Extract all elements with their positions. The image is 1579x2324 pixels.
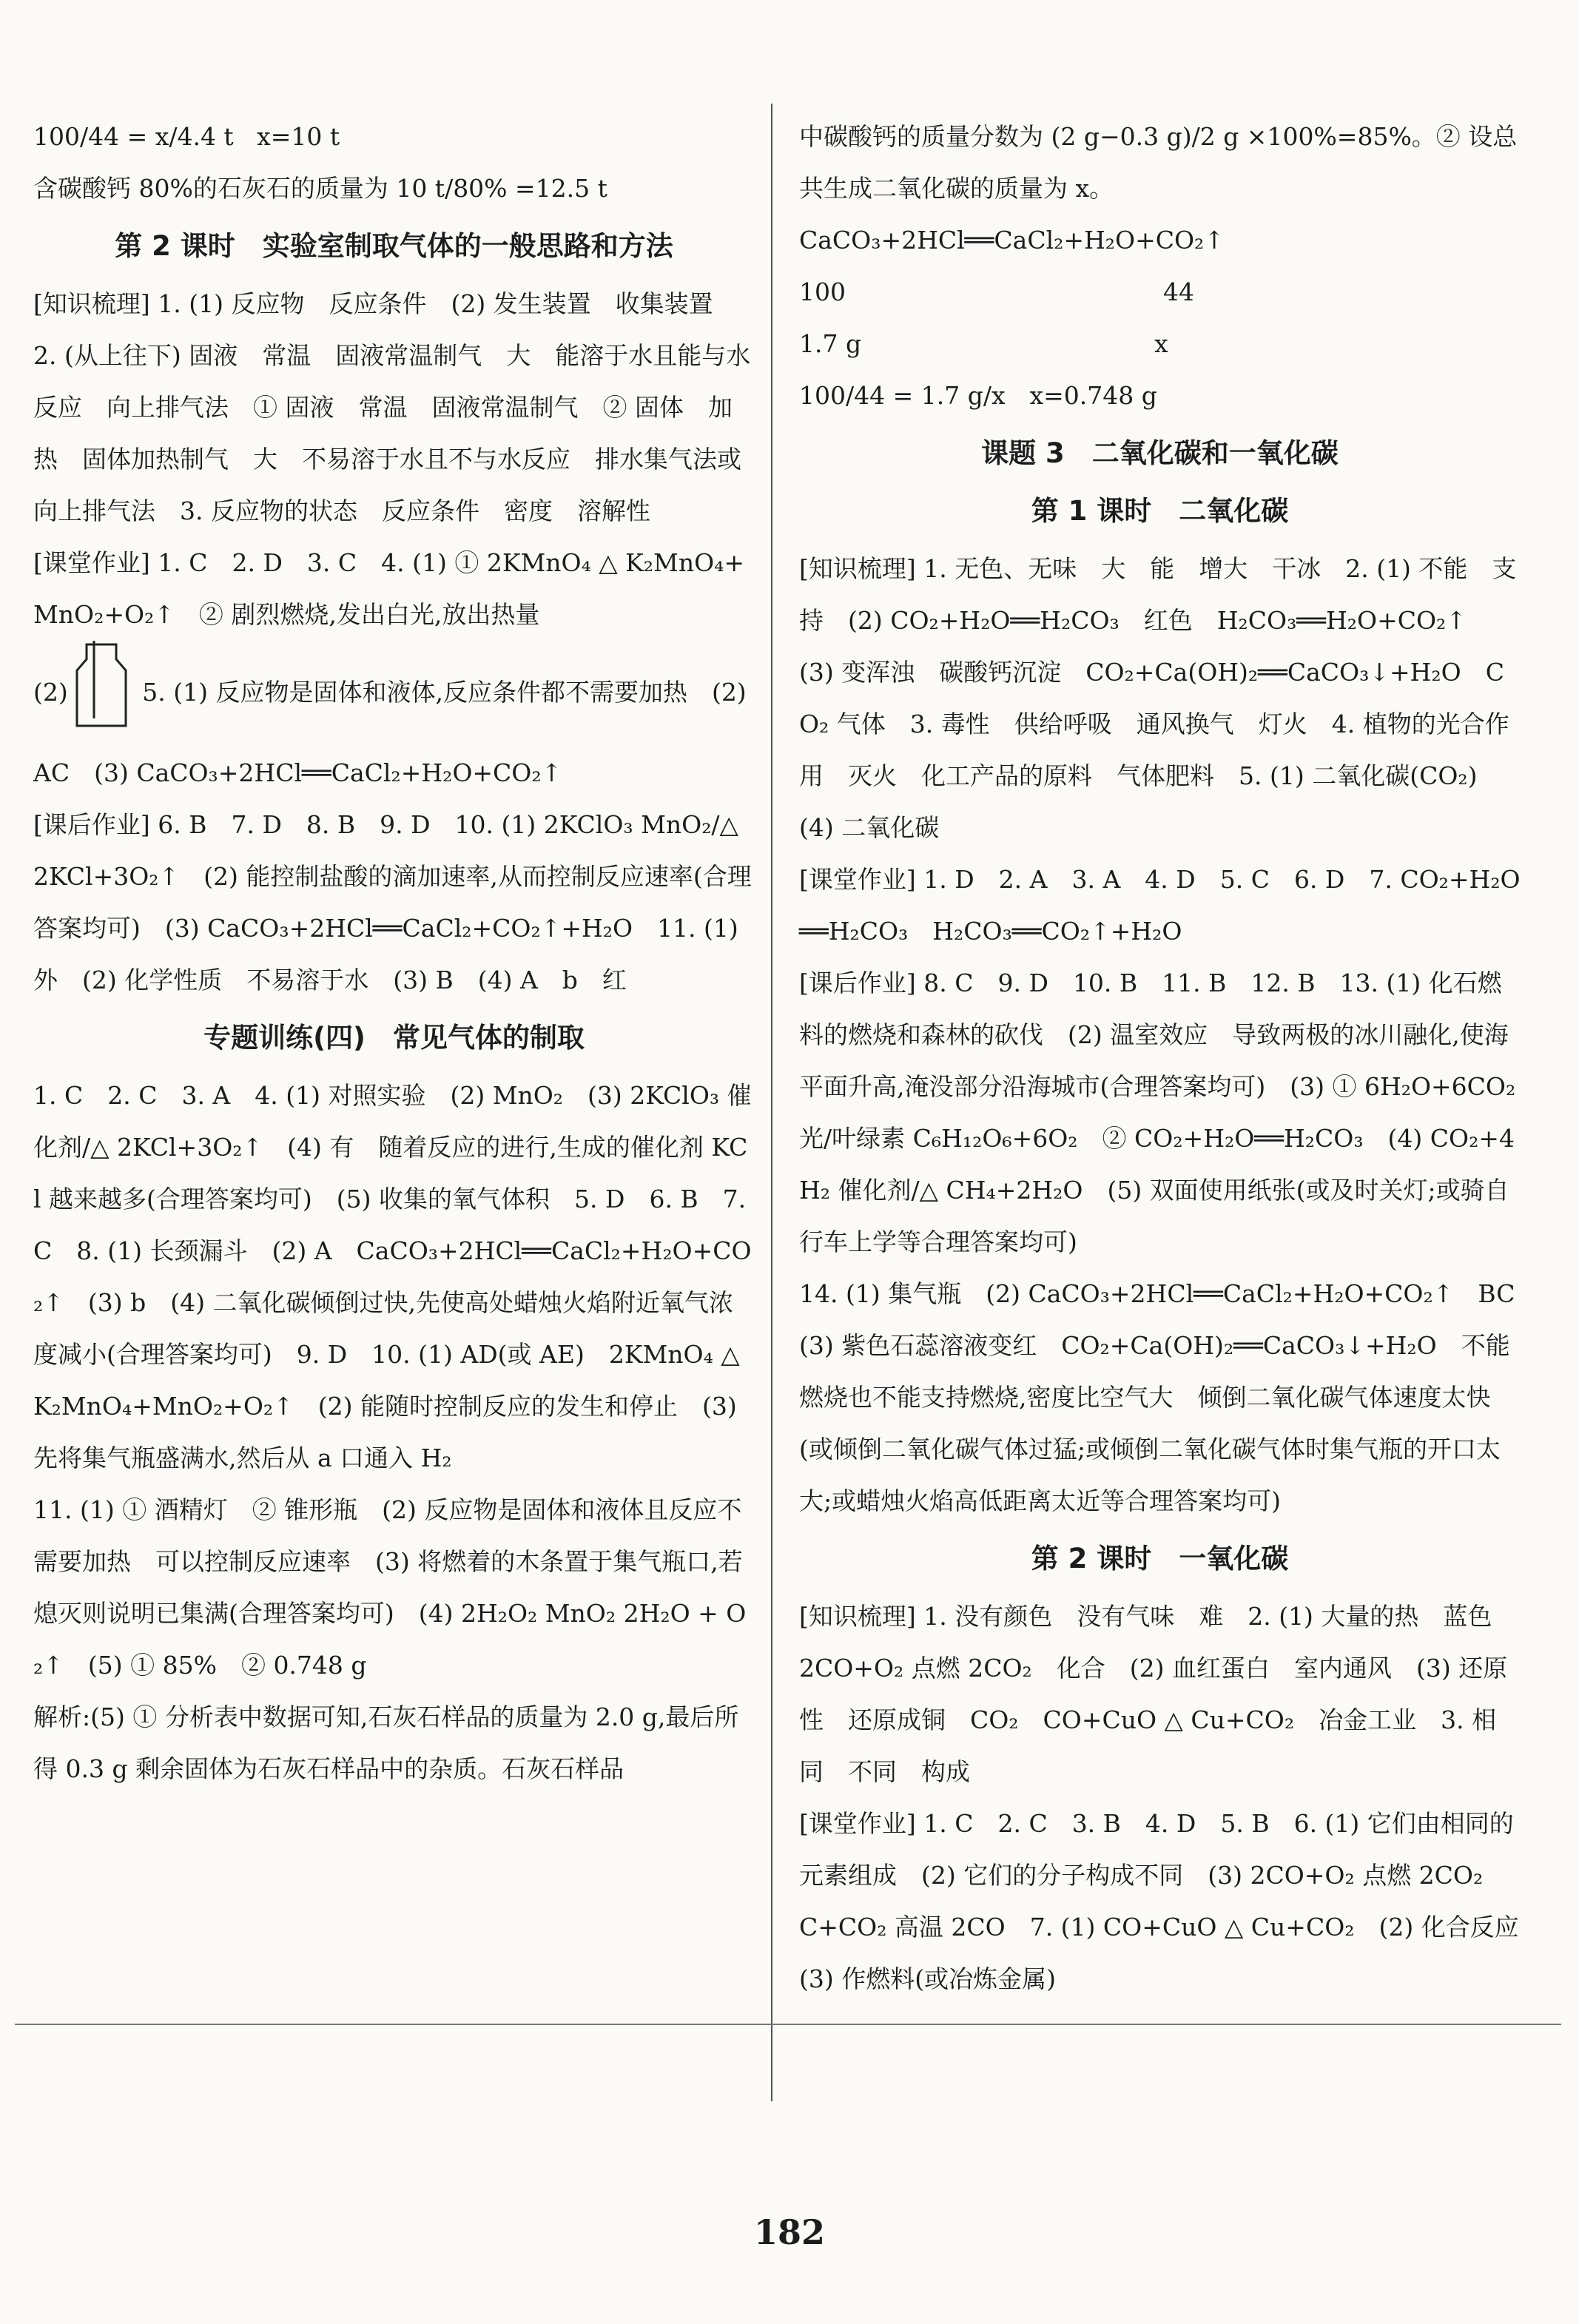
answer-label: (2) bbox=[33, 678, 68, 707]
gas-bottle-diagram bbox=[68, 641, 135, 747]
bottom-rule bbox=[15, 2024, 1561, 2025]
answer-paragraph: 1. C 2. C 3. A 4. (1) 对照实验 (2) MnO₂ (3) 2KClO₃ 催化剂/△ 2KCl+3O₂↑ (4) 有 随着反应的进行,生成的催化剂 KCl 越来越多(合理答案均可) (5) 收集的氧气体积 5. D 6. B 7. C 8. (1) 长颈漏斗 (2) A CaCO₃+2HCl══CaCl₂+H₂O+CO₂↑ (3) b (4) 二氧化碳倾倒过快,先使高处蜡烛火焰附近氧气浓度减小(合理答案均可) 9. D 10. (1) AD(或 AE) 2KMnO₄ △ K₂MnO₄+MnO₂+O₂↑ (2) 能随时控制反应的发生和停止 (3) 先将集气瓶盛满水,然后从 a 口通入 H₂ bbox=[33, 1081, 754, 1472]
section-heading: 课题 3 二氧化碳和一氧化碳 bbox=[981, 437, 1339, 469]
answer-paragraph: 100/44 = x/4.4 t x=10 t bbox=[33, 122, 340, 151]
page-number: 182 bbox=[753, 2212, 826, 2252]
answer-paragraph bbox=[33, 641, 755, 799]
answer-paragraph: 14. (1) 集气瓶 (2) CaCO₃+2HCl══CaCl₂+H₂O+CO₂↑ BC (3) 紫色石蕊溶液变红 CO₂+Ca(OH)₂══CaCO₃↓+H₂O 不能燃烧也不能支持燃烧,密度比空气大 倾倒二氧化碳气体速度太快(或倾倒二氧化碳气体过猛;或倾倒二氧化碳气体时集气瓶的开口太大;或蜡烛火焰高低距离太近等合理答案均可) bbox=[799, 1279, 1540, 1515]
answer-paragraph: [课后作业] 8. C 9. D 10. B 11. B 12. B 13. (1) 化石燃料的燃烧和森林的砍伐 (2) 温室效应 导致两极的冰川融化,使海平面升高,淹没部分沿海城市(合理答案均可) (3) ① 6H₂O+6CO₂ 光/叶绿素 C₆H₁₂O₆+6O₂ ② CO₂+H₂O══H₂CO₃ (4) CO₂+4H₂ 催化剂/△ CH₄+2H₂O (5) 双面使用纸张(或及时关灯;或骑自行车上学等合理答案均可) bbox=[799, 969, 1524, 1256]
answer-paragraph: 解析:(5) ① 分析表中数据可知,石灰石样品的质量为 2.0 g,最后所得 0.3 g 剩余固体为石灰石样品中的杂质。石灰石样品 bbox=[33, 1702, 739, 1783]
answer-paragraph: [知识梳理] 1. 没有颜色 没有气味 难 2. (1) 大量的热 蓝色 2CO+O₂ 点燃 2CO₂ 化合 (2) 血红蛋白 室内通风 (3) 还原性 还原成铜 CO₂ CO+CuO △ Cu+CO₂ 冶金工业 3. 相同 不同 构成 bbox=[799, 1602, 1517, 1786]
answer-paragraph: 100 44 bbox=[799, 277, 1194, 306]
answer-paragraph: [课后作业] 6. B 7. D 8. B 9. D 10. (1) 2KClO₃ MnO₂/△ 2KCl+3O₂↑ (2) 能控制盐酸的滴加速率,从而控制反应速率(合理答案均可) (3) CaCO₃+2HCl══CaCl₂+CO₂↑+H₂O 11. (1) 外 (2) 化学性质 不易溶于水 (3) B (4) A b 红 bbox=[33, 810, 752, 994]
answer-paragraph: 1.7 g x bbox=[799, 329, 1168, 358]
section-heading: 专题训练(四) 常见气体的制取 bbox=[203, 1022, 585, 1054]
answer-paragraph: 11. (1) ① 酒精灯 ② 锥形瓶 (2) 反应物是固体和液体且反应不需要加热 可以控制反应速率 (3) 将燃着的木条置于集气瓶口,若熄灭则说明已集满(合理答案均可) (4) 2H₂O₂ MnO₂ 2H₂O + O₂↑ (5) ① 85% ② 0.748 g bbox=[33, 1495, 747, 1680]
section-heading: 第 1 课时 二氧化碳 bbox=[1031, 495, 1289, 527]
answer-paragraph: [课堂作业] 1. C 2. C 3. B 4. D 5. B 6. (1) 它们由相同的元素组成 (2) 它们的分子构成不同 (3) 2CO+O₂ 点燃 2CO₂ C+CO₂ 高温 2CO 7. (1) CO+CuO △ Cu+CO₂ (2) 化合反应 (3) 作燃料(或冶炼金属) bbox=[799, 1809, 1543, 1993]
answer-paragraph: 含碳酸钙 80%的石灰石的质量为 10 t/80% =12.5 t bbox=[33, 174, 607, 203]
answer-paragraph: 中碳酸钙的质量分数为 (2 g−0.3 g)/2 g ×100%=85%。② 设总共生成二氧化碳的质量为 x。 bbox=[799, 122, 1518, 203]
right-column bbox=[799, 111, 1543, 2005]
column-divider bbox=[771, 104, 772, 2101]
section-heading: 第 2 课时 实验室制取气体的一般思路和方法 bbox=[115, 230, 673, 262]
section-heading: 第 2 课时 一氧化碳 bbox=[1031, 1543, 1289, 1574]
left-column bbox=[33, 111, 755, 1795]
answer-paragraph: [知识梳理] 1. (1) 反应物 反应条件 (2) 发生装置 收集装置 2. (从上往下) 固液 常温 固液常温制气 大 能溶于水且能与水反应 向上排气法 ① 固液 常温 固液常温制气 ② 固体 加热 固体加热制气 大 不易溶于水且不与水反应 排水集气法或向上排气法 3. 反应物的状态 反应条件 密度 溶解性 bbox=[33, 289, 751, 525]
answer-paragraph: 100/44 = 1.7 g/x x=0.748 g bbox=[799, 381, 1157, 410]
answer-paragraph: CaCO₃+2HCl══CaCl₂+H₂O+CO₂↑ bbox=[799, 226, 1225, 255]
answer-paragraph: [课堂作业] 1. D 2. A 3. A 4. D 5. C 6. D 7. CO₂+H₂O══H₂CO₃ H₂CO₃══CO₂↑+H₂O bbox=[799, 865, 1521, 946]
answer-text: 5. (1) 反应物是固体和液体,反应条件都不需要加热 (2) AC (3) CaCO₃+2HCl══CaCl₂+H₂O+CO₂↑ bbox=[33, 678, 755, 787]
answer-paragraph: [知识梳理] 1. 无色、无味 大 能 增大 干冰 2. (1) 不能 支持 (2) CO₂+H₂O══H₂CO₃ 红色 H₂CO₃══H₂O+CO₂↑ (3) 变浑浊 碳酸钙沉淀 CO₂+Ca(OH)₂══CaCO₃↓+H₂O CO₂ 气体 3. 毒性 供给呼吸 通风换气 灯火 4. 植物的光合作用 灭火 化工产品的原料 气体肥料 5. (1) 二氧化碳(CO₂) (4) 二氧化碳 bbox=[799, 554, 1517, 842]
answer-paragraph: [课堂作业] 1. C 2. D 3. C 4. (1) ① 2KMnO₄ △ K₂MnO₄+MnO₂+O₂↑ ② 剧烈燃烧,发出白光,放出热量 bbox=[33, 548, 745, 629]
